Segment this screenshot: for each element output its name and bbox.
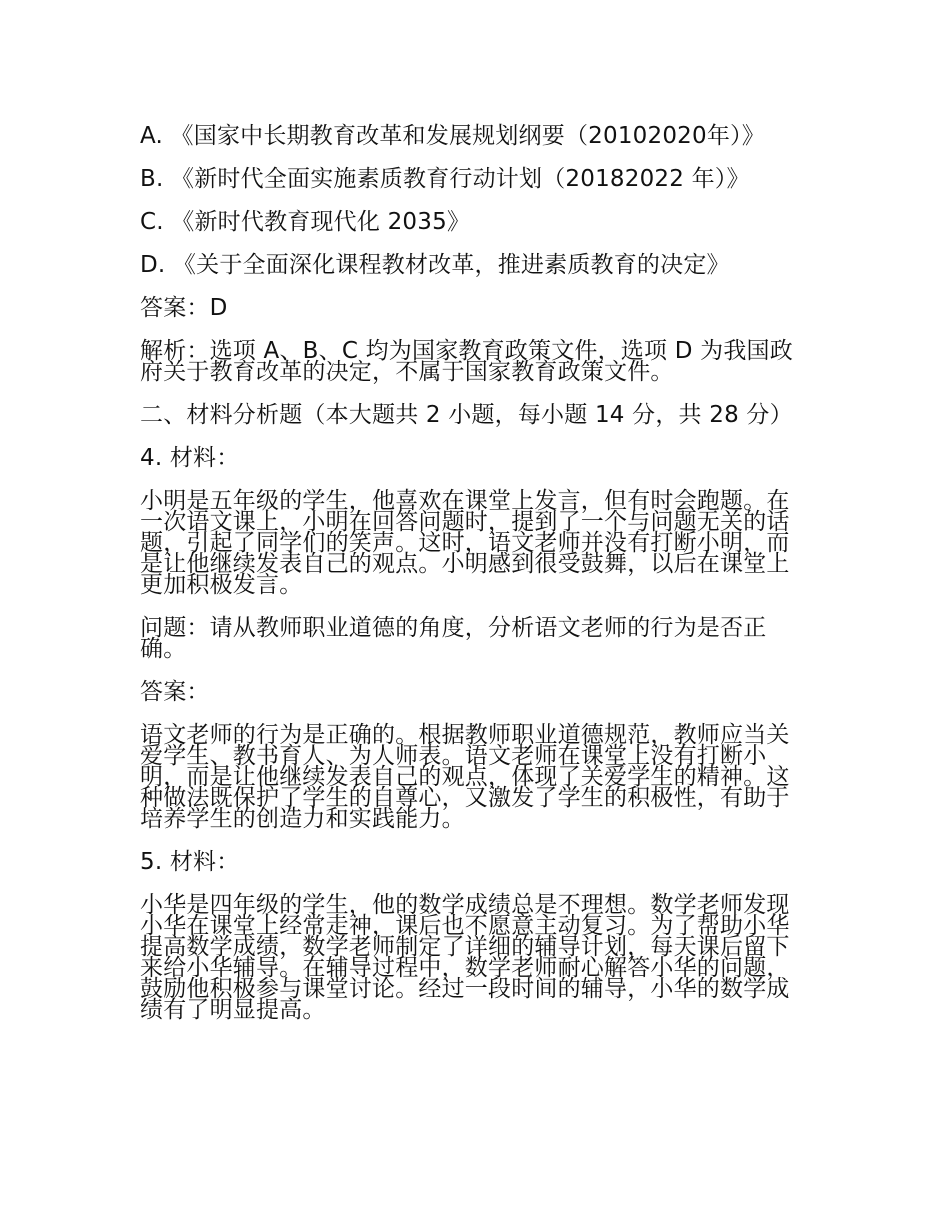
explanation: 解析：选项 A、B、C 均为国家教育政策文件，选项 D 为我国政府关于教育改革的决定，不属于国家教育政策文件。: [140, 338, 793, 385]
question-4-answer: 语文老师的行为是正确的。根据教师职业道德规范，教师应当关爱学生、教书育人、为人师表。语文老师在课堂上没有打断小明，而是让他继续发表自己的观点，体现了关爱学生的精神。这种做法既保护了学生的自尊心，又激发了学生的积极性，有助于培养学生的创造力和实践能力。: [140, 722, 790, 832]
section-heading: 二、材料分析题（本大题共 2 小题，每小题 14 分，共 28 分）: [140, 402, 793, 428]
answer-line: 答案：D: [140, 295, 228, 321]
option-d: D. 《关于全面深化课程教材改革，推进素质教育的决定》: [140, 252, 730, 278]
option-b: B. 《新时代全面实施素质教育行动计划（20182022 年）》: [140, 166, 750, 192]
question-4-material: 小明是五年级的学生，他喜欢在课堂上发言，但有时会跑题。在一次语文课上，小明在回答问题时，提到了一个与问题无关的话题，引起了同学们的笑声。这时，语文老师并没有打断小明，而是让他继续发表自己的观点。小明感到很受鼓舞，以后在课堂上更加积极发言。: [140, 488, 790, 598]
question-4-label: 4. 材料：: [140, 445, 240, 471]
document-page: [140, 123, 812, 1043]
question-5-material: 小华是四年级的学生，他的数学成绩总是不理想。数学老师发现小华在课堂上经常走神，课后也不愿意主动复习。为了帮助小华提高数学成绩，数学老师制定了详细的辅导计划，每天课后留下来给小华辅导。在辅导过程中，数学老师耐心解答小华的问题，鼓励他积极参与课堂讨论。经过一段时间的辅导，小华的数学成绩有了明显提高。: [140, 892, 790, 1023]
question-5-label: 5. 材料：: [140, 849, 240, 875]
option-a: A. 《国家中长期教育改革和发展规划纲要（20102020年）》: [140, 123, 765, 149]
question-4-answer-label: 答案：: [140, 679, 210, 705]
option-c: C. 《新时代教育现代化 2035》: [140, 209, 471, 235]
question-4-prompt: 问题：请从教师职业道德的角度，分析语文老师的行为是否正确。: [140, 615, 767, 662]
